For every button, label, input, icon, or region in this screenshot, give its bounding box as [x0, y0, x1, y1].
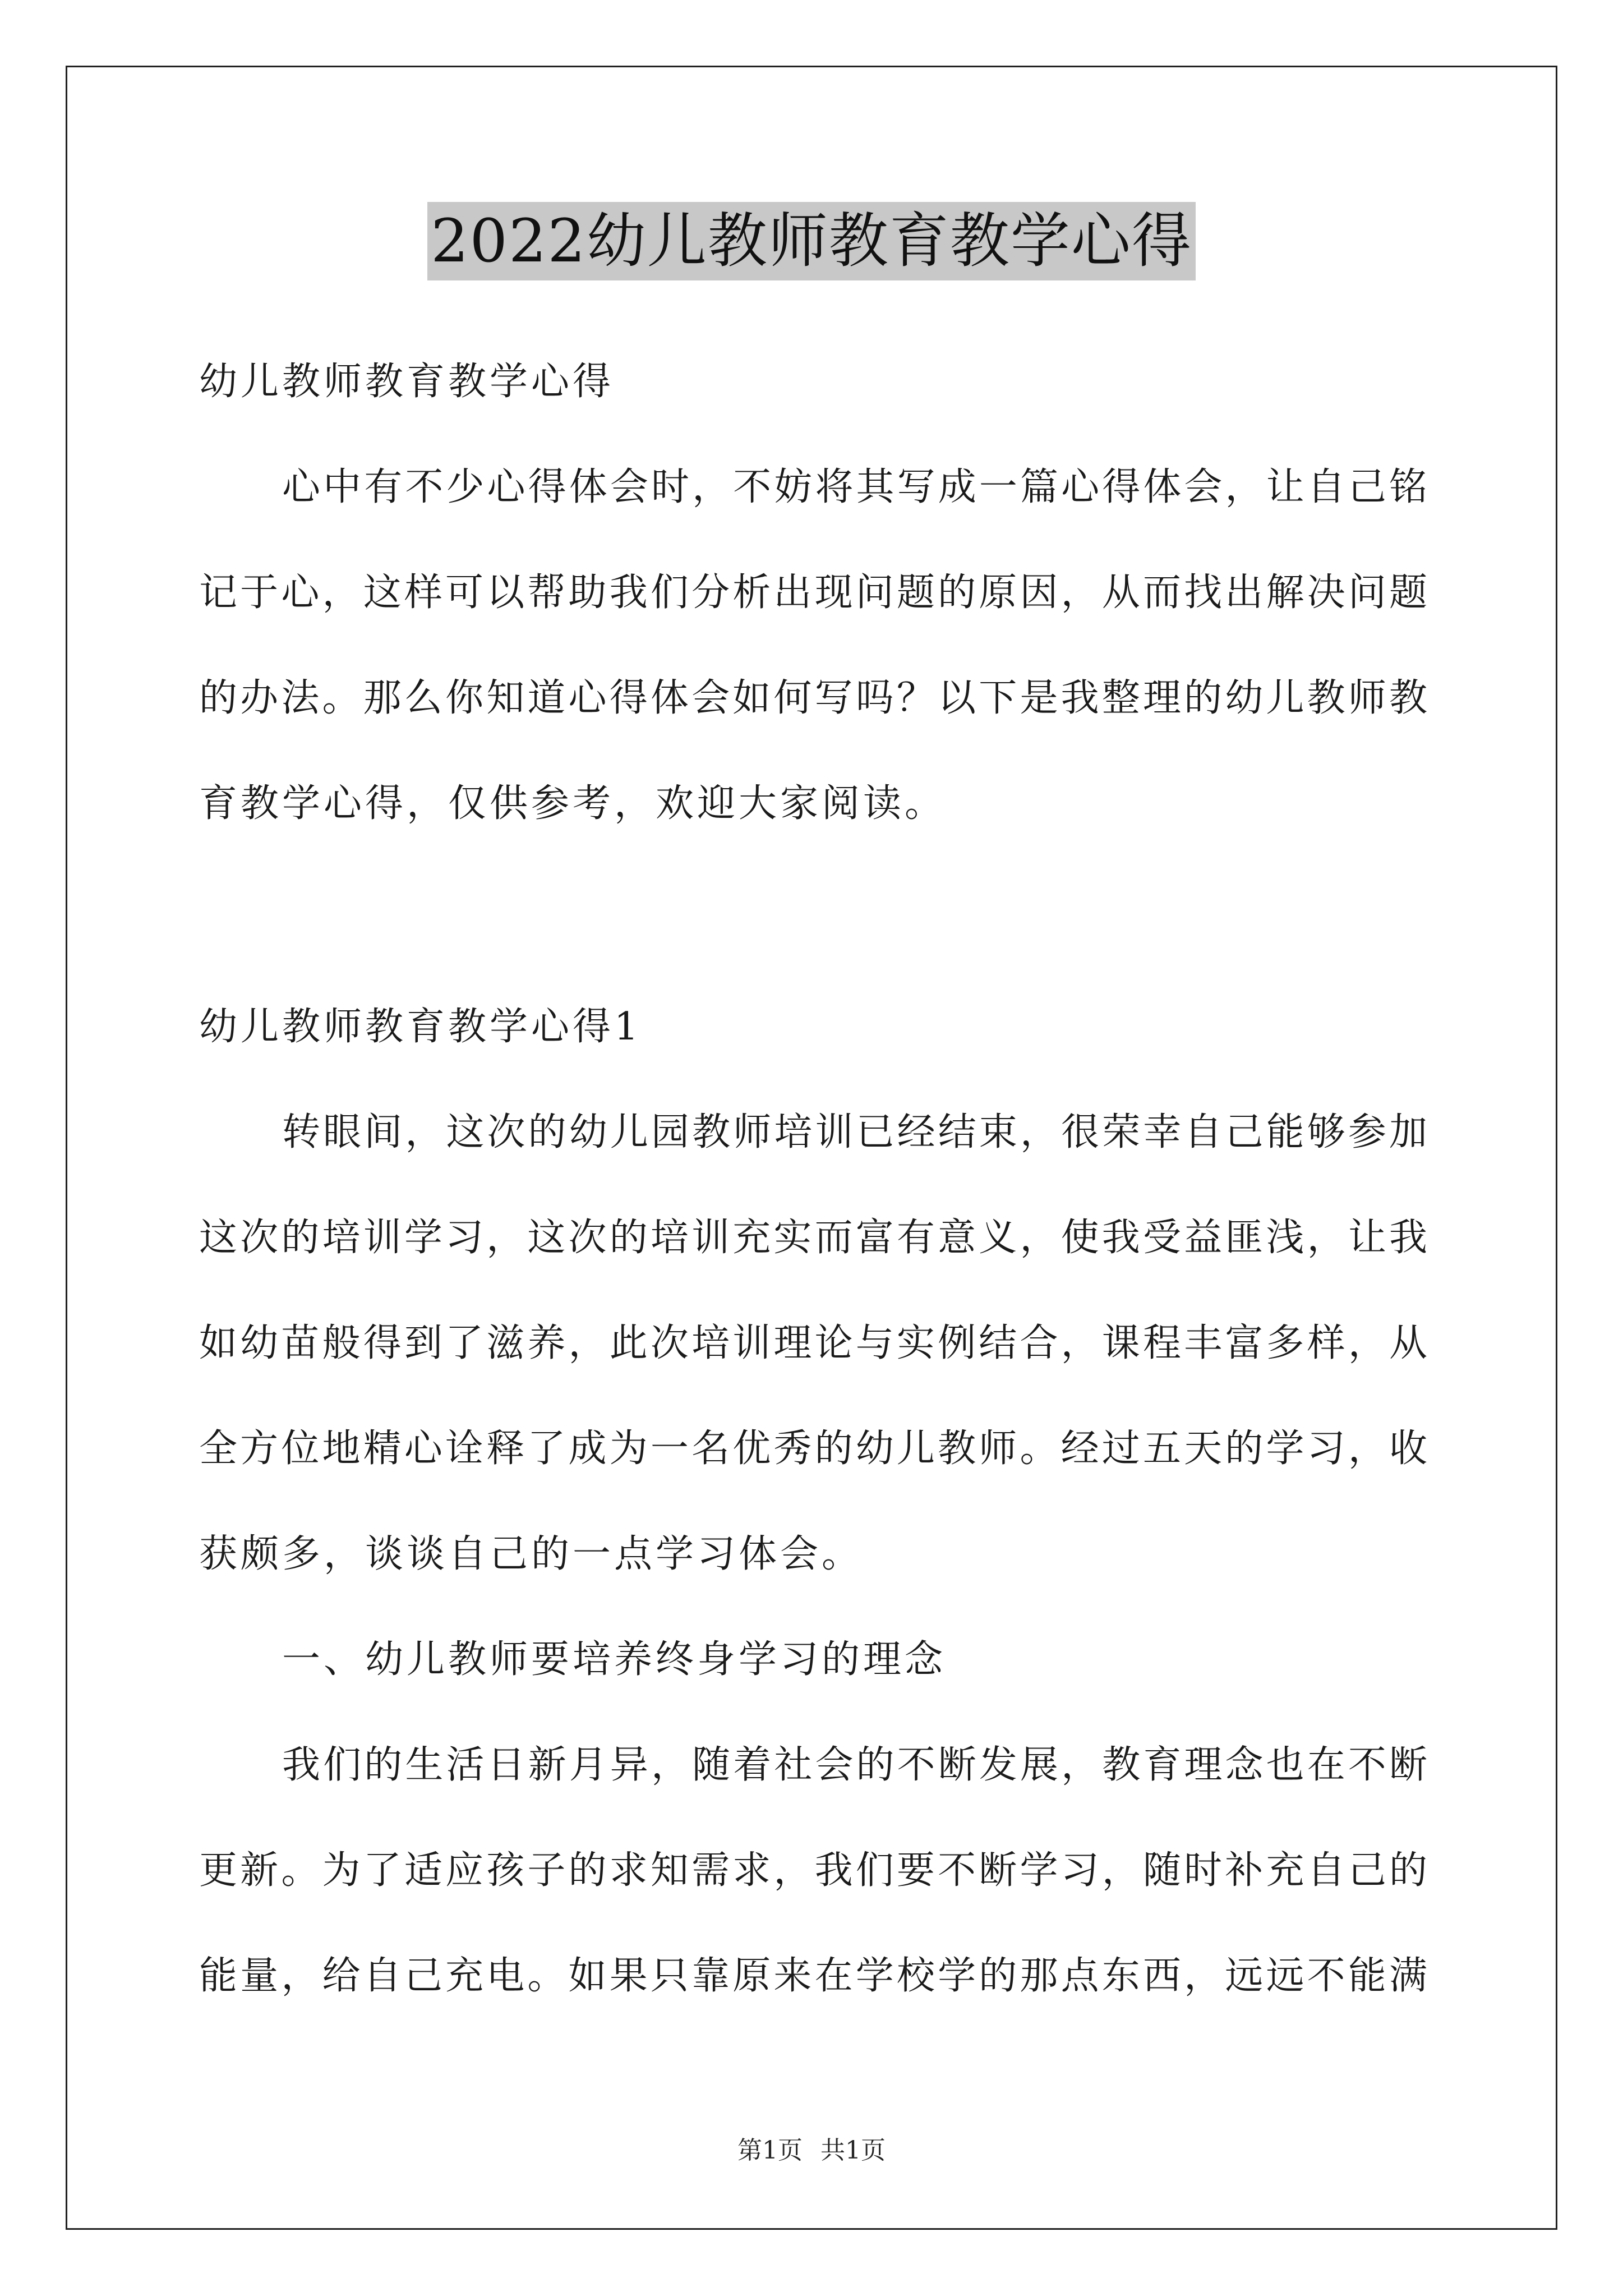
section-heading: 幼儿教师教育教学心得1	[199, 1005, 642, 1049]
page-number: 第1页	[737, 2136, 803, 2165]
intro-line-3: 的办法。那么你知道心得体会如何写吗？以下是我整理的幼儿教师教	[199, 676, 1427, 720]
section-para1-line-3: 如幼苗般得到了滋养，此次培训理论与实例结合，课程丰富多样，从	[199, 1321, 1427, 1365]
section-para2-line-1: 我们的生活日新月异，随着社会的不断发展，教育理念也在不断	[282, 1743, 1427, 1787]
intro-line-4: 育教学心得，仅供参考，欢迎大家阅读。	[199, 781, 947, 826]
document-title: 2022幼儿教师教育教学心得	[427, 202, 1196, 280]
section-para1-line-5: 获颇多，谈谈自己的一点学习体会。	[199, 1532, 864, 1576]
page-total: 共1页	[820, 2136, 886, 2165]
intro-line-1: 心中有不少心得体会时，不妨将其写成一篇心得体会，让自己铭	[282, 465, 1427, 509]
intro-line-2: 记于心，这样可以帮助我们分析出现问题的原因，从而找出解决问题	[199, 570, 1427, 615]
section-para2-line-2: 更新。为了适应孩子的求知需求，我们要不断学习，随时补充自己的	[199, 1848, 1427, 1893]
section-para1-line-2: 这次的培训学习，这次的培训充实而富有意义，使我受益匪浅，让我	[199, 1216, 1427, 1260]
section-para1-line-4: 全方位地精心诠释了成为一名优秀的幼儿教师。经过五天的学习，收	[199, 1427, 1427, 1471]
document-heading: 幼儿教师教育教学心得	[199, 360, 615, 404]
page-footer	[0, 2135, 1623, 2166]
title-container	[0, 202, 1623, 280]
section-para2-line-3: 能量，给自己充电。如果只靠原来在学校学的那点东西，远远不能满	[199, 1954, 1427, 1998]
section-para1-line-1: 转眼间，这次的幼儿园教师培训已经结束，很荣幸自己能够参加	[282, 1110, 1427, 1154]
subheading: 一、幼儿教师要培养终身学习的理念	[282, 1637, 947, 1682]
